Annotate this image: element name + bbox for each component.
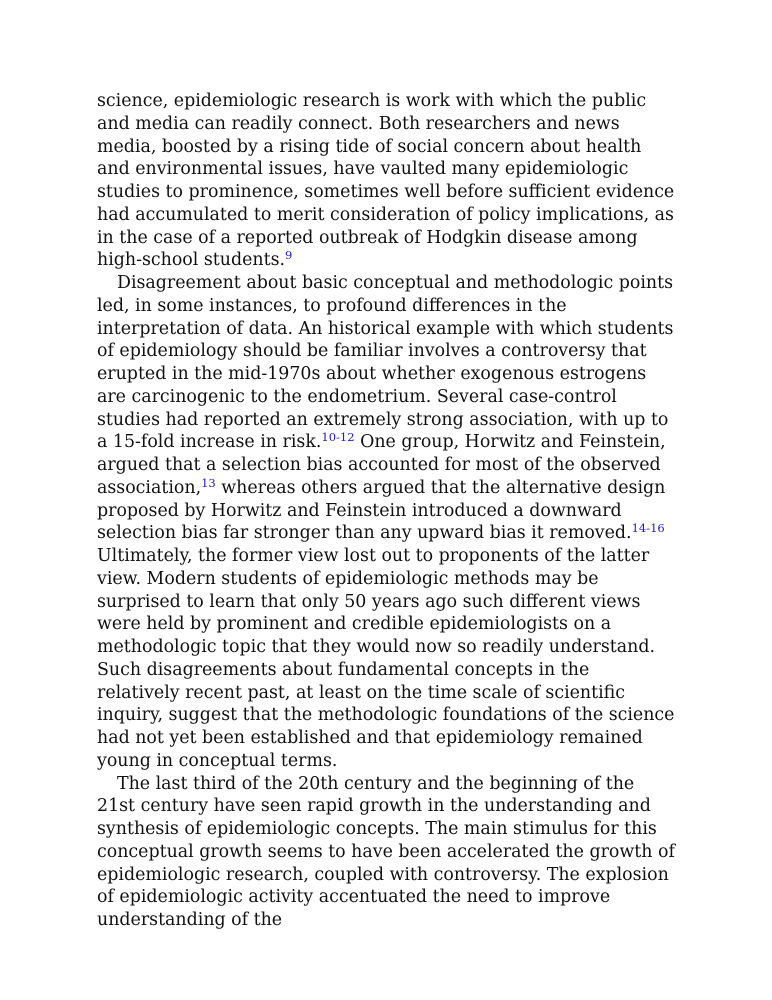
paragraph-text: Disagreement about basic conceptual and methodologic points led, in some instances, to profound differences in the interpretation of data. An historical example with which students of epidemiology should be familiar involves a controversy that erupted in the mid-1970s about whether exogenous estrogens are carcinogenic to the endometrium. Several case-control studies had reported an extremely strong association, with up to a 15-fold increase in risk. [97, 273, 674, 453]
citation-link-14-16[interactable]: 14-16 [631, 521, 665, 536]
document-page [97, 90, 675, 932]
paragraph-1 [97, 90, 675, 272]
paragraph-text: The last third of the 20th century and the beginning of the 21st century have seen rapid growth in the understanding and synthesis of epidemiologic concepts. The main stimulus for this conceptual growth seems to have been accelerated the growth of epidemiologic research, coupled with controversy. The explosion of epidemiologic activity accentuated the need to improve understanding of the [97, 773, 675, 930]
paragraph-text: One group, Horwitz and Feinstein, argued that a selection bias accounted for most of the observed association, [97, 432, 666, 498]
citation-link-9[interactable]: 9 [285, 248, 293, 263]
paragraph-text: Ultimately, the former view lost out to proponents of the latter view. Modern students of epidemiologic methods may be surprised to learn that only 50 years ago such different views were held by prominent and credible epidemiologists on a methodologic topic that they would now so readily understand. Such disagreements about fundamental concepts in the relatively recent past, at least on the time scale of scientific inquiry, suggest that the methodologic foundations of the science had not yet been established and that epidemiology remained young in conceptual terms. [97, 546, 675, 771]
paragraph-2 [97, 272, 675, 773]
paragraph-3 [97, 773, 675, 932]
citation-link-13[interactable]: 13 [201, 475, 216, 490]
citation-link-10-12[interactable]: 10-12 [321, 430, 355, 445]
paragraph-text: science, epidemiologic research is work with which the public and media can readily connect. Both researchers and news media, boosted by a rising tide of social concern about health and environmental issues, have vaulted many epidemiologic studies to prominence, sometimes well before sufficient evidence had accumulated to merit consideration of policy implications, as in the case of a reported outbreak of Hodgkin disease among high-school students. [97, 91, 675, 271]
paragraph-text: whereas others argued that the alternative design proposed by Horwitz and Feinstein introduced a downward selection bias far stronger than any upward bias it removed. [97, 477, 666, 544]
